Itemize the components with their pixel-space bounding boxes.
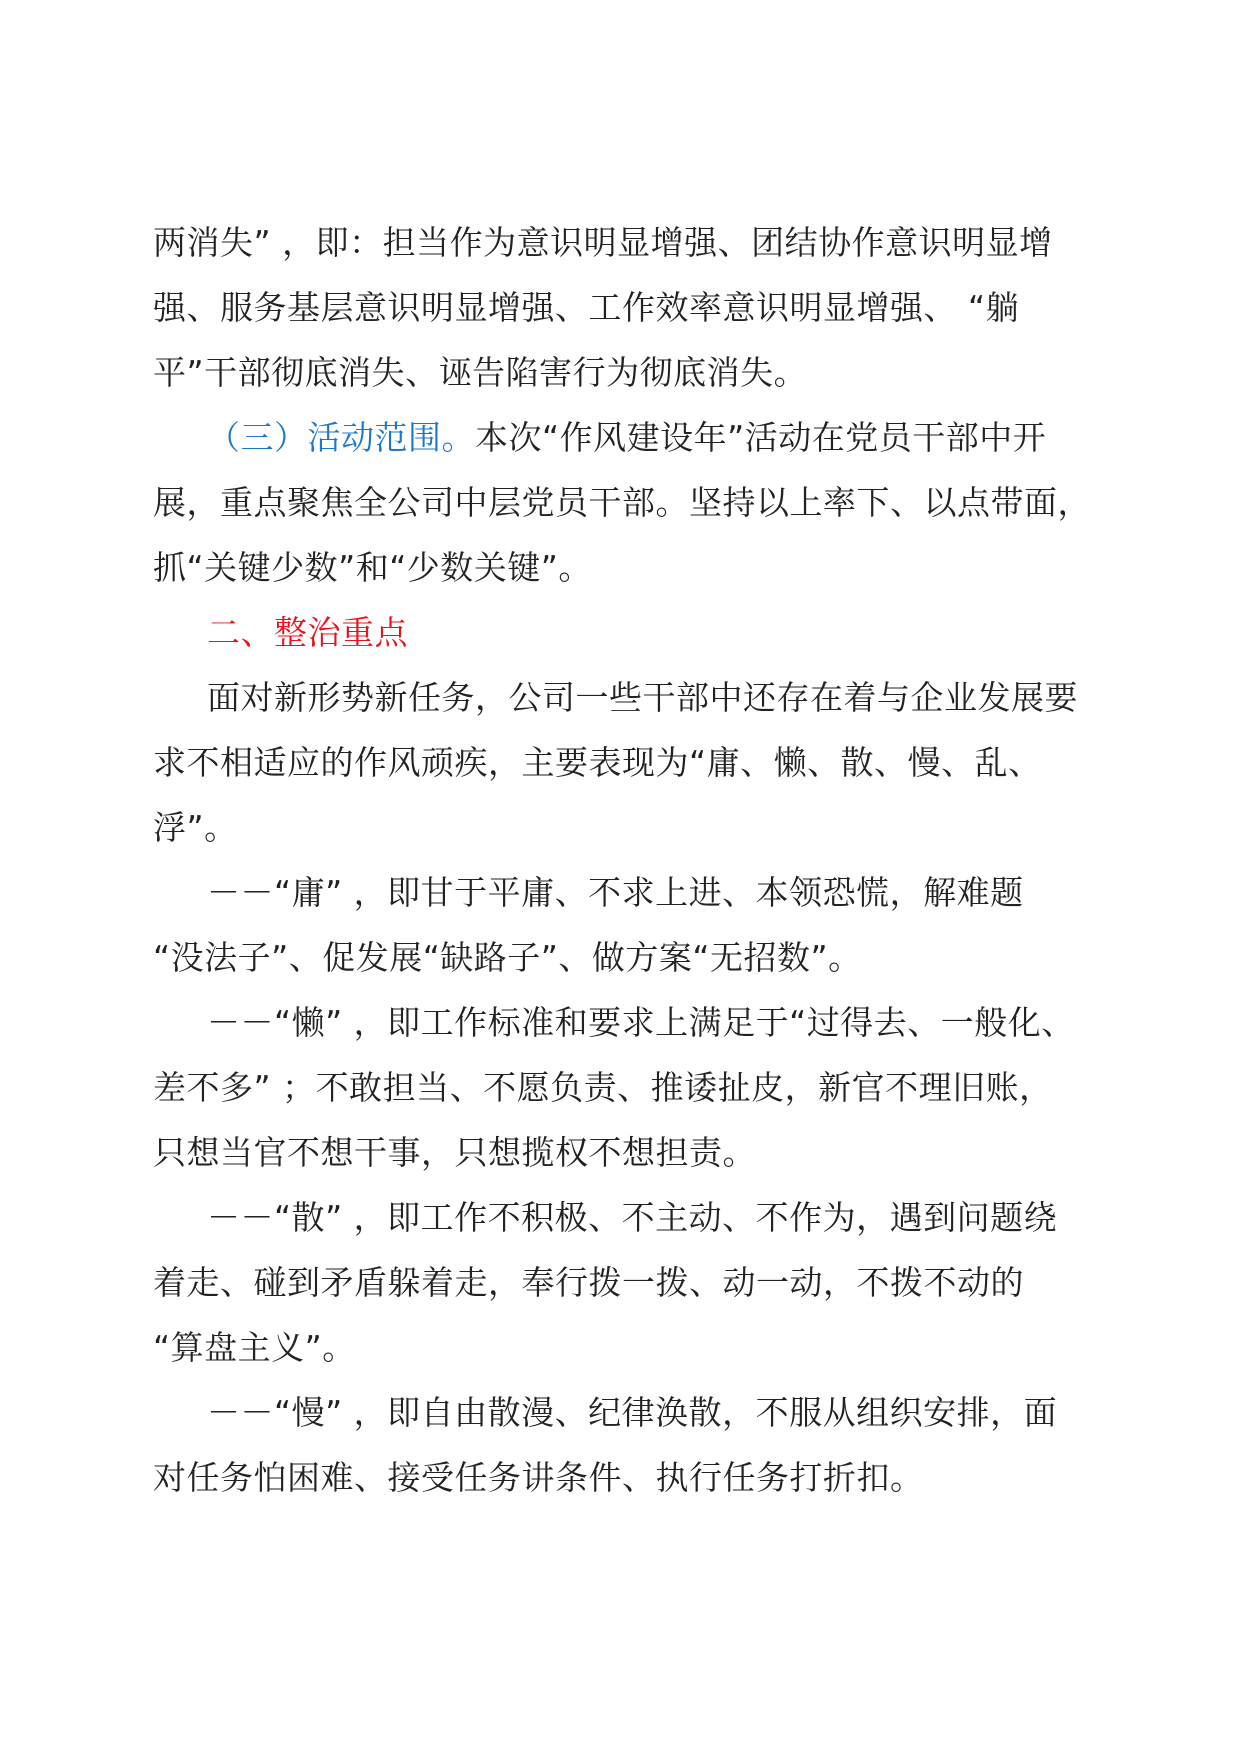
list-item-man [153, 1380, 1113, 1510]
list-item-yong [153, 860, 1113, 990]
text-line [153, 405, 1113, 470]
text-line: 强、服务基层意识明显增强、工作效率意识明显增强、 “躺 [153, 288, 1020, 327]
section-heading-activity-scope: （三）活动范围。 [207, 418, 475, 457]
text-line: 展，重点聚焦全公司中层党员干部。坚持以上率下、以点带面， [153, 483, 1091, 522]
text-line: 抓“关键少数”和“少数关键”。 [153, 548, 592, 587]
text-fragment: 本次“作风建设年”活动在党员干部中开 [475, 418, 1047, 457]
text-line: 两消失” ，即：担当作为意识明显增强、团结协作意识明显增 [153, 223, 1053, 262]
section-heading-key-rectification: 二、整治重点 [207, 613, 408, 652]
text-line: “算盘主义”。 [153, 1328, 356, 1367]
text-line: －－“庸” ，即甘于平庸、不求上进、本领恐慌，解难题 [207, 873, 1024, 912]
text-line: 求不相适应的作风顽疾，主要表现为“庸、懒、散、慢、乱、 [153, 743, 1042, 782]
list-item-lan [153, 990, 1113, 1185]
text-line: 平”干部彻底消失、诬告陷害行为彻底消失。 [153, 353, 808, 392]
paragraph-intro [153, 665, 1113, 860]
paragraph-goals [153, 210, 1113, 405]
text-line: －－“懒” ，即工作标准和要求上满足于“过得去、一般化、 [207, 1003, 1075, 1042]
text-line: －－“散” ，即工作不积极、不主动、不作为，遇到问题绕 [207, 1198, 1058, 1237]
list-item-san [153, 1185, 1113, 1380]
text-line: 差不多” ；不敢担当、不愿负责、推诿扯皮，新官不理旧账， [153, 1068, 1053, 1107]
text-line: 浮”。 [153, 808, 238, 847]
document-body [153, 210, 1113, 1510]
text-line: 只想当官不想干事，只想揽权不想担责。 [153, 1133, 756, 1172]
text-line: 对任务怕困难、接受任务讲条件、执行任务打折扣。 [153, 1458, 924, 1497]
text-line: “没法子”、促发展“缺路子”、做方案“无招数”。 [153, 938, 862, 977]
text-line: 着走、碰到矛盾躲着走，奉行拨一拨、动一动，不拨不动的 [153, 1263, 1024, 1302]
text-line: －－“慢” ，即自由散漫、纪律涣散，不服从组织安排，面 [207, 1393, 1058, 1432]
text-line: 面对新形势新任务，公司一些干部中还存在着与企业发展要 [207, 678, 1078, 717]
paragraph-activity-scope [153, 405, 1113, 600]
